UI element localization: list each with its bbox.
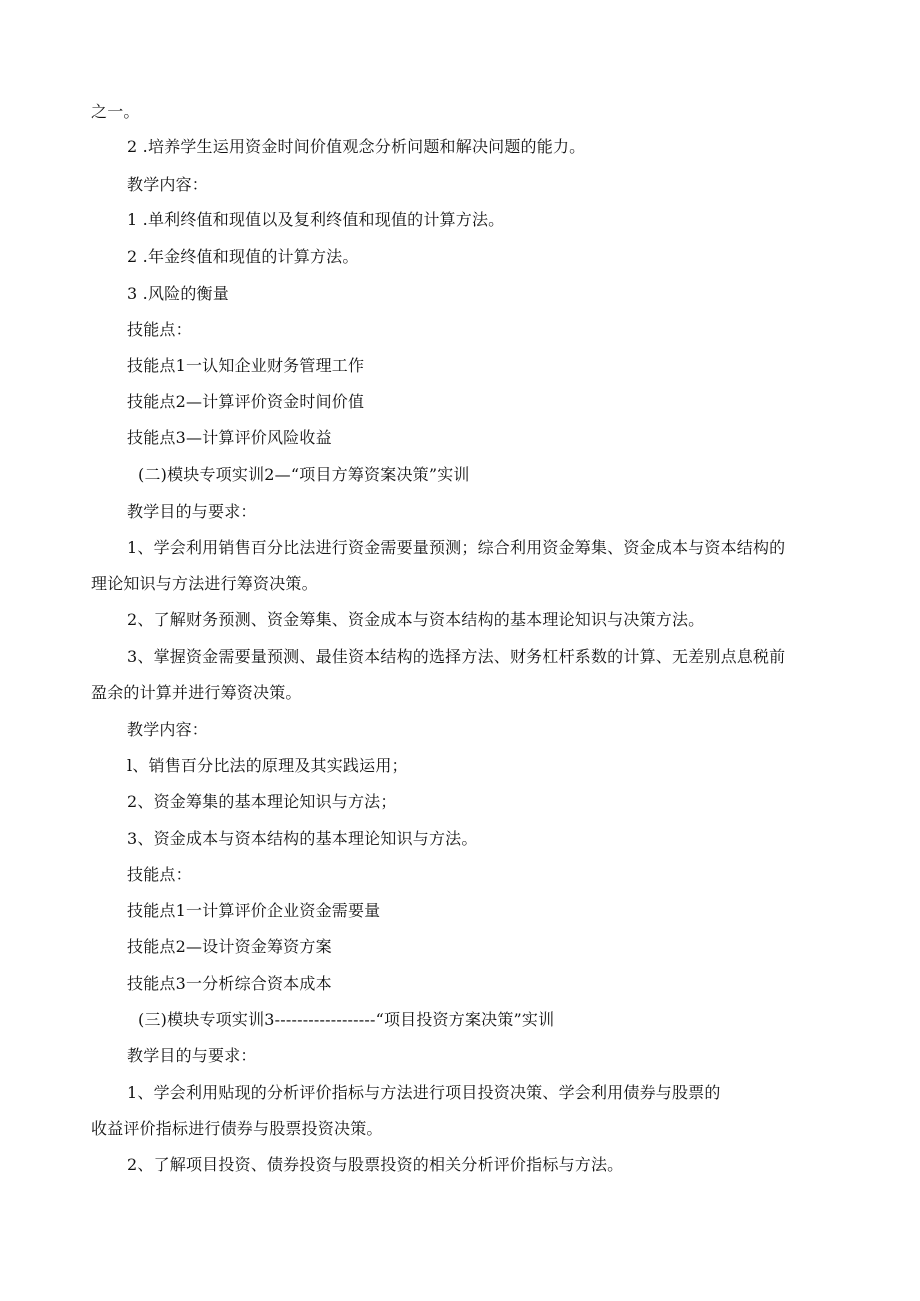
text-line-7: 技能点：	[127, 320, 192, 339]
text-line-30: 2、了解项目投资、债券投资与股票投资的相关分析评价指标与方法。	[127, 1155, 624, 1174]
text-line-18: 教学内容：	[127, 720, 209, 739]
text-line-14: 理论知识与方法进行筹资决策。	[91, 574, 318, 593]
text-line-12: 教学目的与要求：	[127, 502, 257, 521]
text-line-16: 3、掌握资金需要量预测、最佳资本结构的选择方法、财务杠杆系数的计算、无差别点息税前	[127, 647, 786, 666]
text-line-8: 技能点1一认知企业财务管理工作	[127, 356, 365, 375]
text-line-25: 技能点3一分析综合资本成本	[127, 974, 332, 993]
text-line-13: 1、学会利用销售百分比法进行资金需要量预测；综合利用资金筹集、资金成本与资本结构的	[127, 538, 786, 557]
text-line-23: 技能点1一计算评价企业资金需要量	[127, 901, 381, 920]
text-line-28: 1、学会利用贴现的分析评价指标与方法进行项目投资决策、学会利用债券与股票的	[127, 1083, 721, 1102]
text-line-21: 3、资金成本与资本结构的基本理论知识与方法。	[127, 829, 478, 848]
text-line-17: 盈余的计算并进行筹资决策。	[91, 683, 302, 702]
text-line-15: 2、了解财务预测、资金筹集、资金成本与资本结构的基本理论知识与决策方法。	[127, 610, 705, 629]
text-line-10: 技能点3—计算评价风险收益	[127, 428, 332, 447]
text-line-9: 技能点2—计算评价资金时间价值	[127, 392, 365, 411]
text-line-19: l、销售百分比法的原理及其实践运用；	[127, 756, 408, 775]
text-line-24: 技能点2—设计资金筹资方案	[127, 937, 332, 956]
text-line-5: 2 .年金终值和现值的计算方法。	[127, 247, 359, 266]
text-line-3: 教学内容：	[127, 175, 209, 194]
text-line-29: 收益评价指标进行债券与股票投资决策。	[91, 1119, 383, 1138]
text-line-22: 技能点：	[127, 865, 192, 884]
section-heading-2: (二)模块专项实训2—“项目方筹资案决策”实训	[138, 465, 470, 484]
text-line-27: 教学目的与要求：	[127, 1046, 257, 1065]
text-line-4: 1 .单利终值和现值以及复利终值和现值的计算方法。	[127, 210, 505, 229]
text-line-6: 3 .风险的衡量	[127, 284, 229, 303]
section-heading-3: (三)模块专项实训3------------------“项目投资方案决策”实训	[138, 1010, 555, 1029]
text-line-1: 之一。	[91, 102, 140, 121]
text-line-20: 2、资金筹集的基本理论知识与方法；	[127, 792, 397, 811]
text-line-2: 2 .培养学生运用资金时间价值观念分析问题和解决问题的能力。	[127, 137, 586, 156]
